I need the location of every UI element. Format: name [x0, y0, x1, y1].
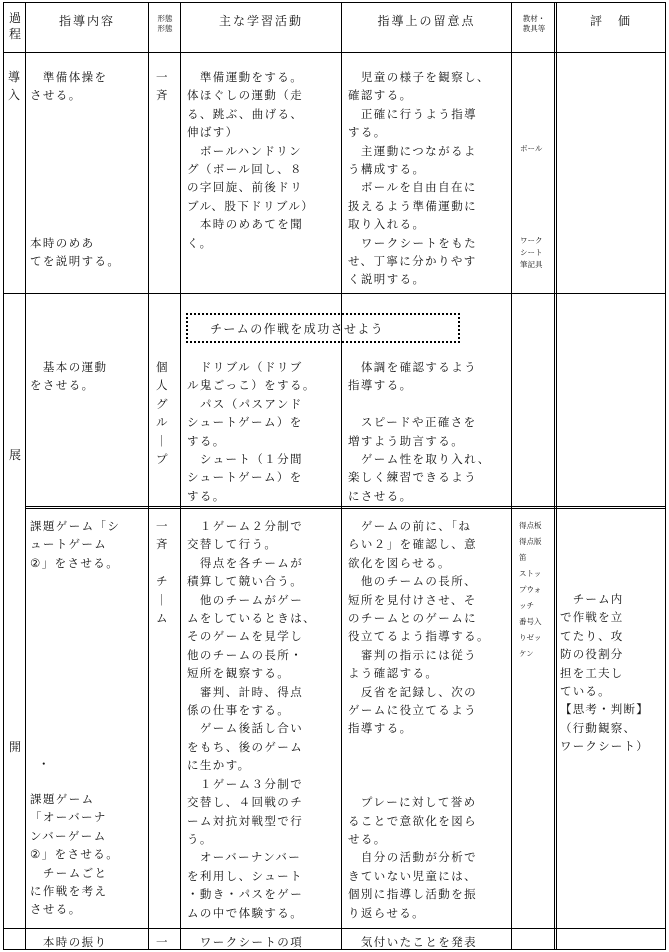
col-divider — [511, 2, 512, 950]
header-eval: 評 価 — [589, 14, 632, 28]
header-activity: 主な学習活動 — [218, 14, 303, 28]
last-notes: 気付いたことを発表 — [348, 935, 477, 949]
col-divider — [25, 2, 26, 950]
stage-open: 開 — [9, 740, 22, 754]
game-form: 一 斉 チ ｜ ム — [156, 519, 168, 626]
basic-form: 個 人 グ ル ｜ プ — [156, 360, 168, 467]
header-form: 形態 形態 — [157, 14, 173, 33]
row-divider — [3, 52, 666, 53]
intro-notes: 児童の様子を観察し、 確認する。 正確に行うよう指導 する。 主運動につながるよ う構成する。 ボールを自由自在に 扱えるよう準備運動に 取り入れる。 ワークシートをもた せ、丁寧に分かりやす く説明する。 — [348, 70, 490, 287]
stage-intro: 導 入 — [8, 70, 21, 102]
header-materials: 教材・ 教具等 — [522, 14, 546, 33]
game-notes: ゲームの前に、「ね らい２」を確認し、意 欲化を図らせる。 他のチームの長所、 短所を見付けさせ、そ のチームとのゲームに 役立てるよう指導する。 審判の指示には従う よう確認する。 反省を記録し、次の ゲームに役立てるよう 指導する。 プレーに対して誉め ることで意欲化を図ら せる。 自分の活動が分析で きていない児童には、 個別に指導し活動を振 り返らせる。 — [348, 519, 490, 920]
stage-dev: 展 — [9, 448, 22, 462]
header-stage: 過 程 — [8, 11, 21, 41]
col-divider — [554, 2, 557, 950]
col-divider — [180, 2, 181, 950]
goal-text: チームの作戦を成功させよう — [210, 322, 385, 336]
last-form: 一 — [156, 935, 168, 949]
row-divider — [3, 928, 666, 929]
intro-activity: 準備運動をする。 体ほぐしの運動（走 る、跳ぶ、曲げる、 伸ばす） ボールハンドリン グ（ボール回し、８ の字回旋、前後ドリ ブル、股下ドリブル） 本時のめあてを聞 く。 — [187, 70, 315, 250]
basic-content: 基本の運動 をさせる。 — [30, 360, 108, 393]
col-divider — [341, 2, 342, 950]
intro-content: 準備体操を させる。 本時のめあ てを説明する。 — [30, 70, 121, 269]
last-content: 本時の振り — [30, 935, 108, 949]
intro-materials-sheet: ワーク シート 筆記具 — [520, 236, 543, 269]
row-divider — [25, 506, 666, 509]
game-eval: チーム内 で作戦を立 てたり、攻 防の役割分 担を工夫し ている。 【思考・判断】 （行動観察、 ワークシート） — [560, 592, 649, 754]
game-activity: １ゲーム２分制で 交替して行う。 得点を各チームが 積算して競い合う。 他のチームがゲー ムをしているときは、 そのゲームを見学し 他のチームの長所・ 短所を観察する。 審判、計時、得点 係の仕事をする。 ゲーム後話し合い をもち、後のゲーム に生かす。 １ゲーム３分制で 交替し、４回戦のチ ーム対抗対戦型で行 う。 オーバーナンバー を利用し、シュート ・動き・パスをゲー ムの中で体験する。 — [187, 519, 316, 920]
game-materials: 得点板 得点版 笛 ストッ プウォ ッチ 番号入 りゼッ ケン — [519, 521, 542, 658]
header-notes: 指導上の留意点 — [377, 14, 476, 28]
last-activity: ワークシートの項 — [187, 935, 304, 949]
game-content-2: 課題ゲーム 「オーバーナ ンバーゲーム ②」をさせる。 チームごと に作戦を考え させる。 — [30, 792, 120, 917]
intro-form: 一 斉 — [156, 70, 168, 103]
intro-materials-ball: ボール — [520, 144, 543, 153]
game-content-1: 課題ゲーム「シ ュートゲーム ②」をさせる。 — [30, 519, 121, 570]
basic-activity: ドリブル（ドリブ ル鬼ごっこ）をする。 パス（パスアンド シュートゲーム）を する。 シュート（１分間 シュートゲーム）を する。 — [187, 360, 316, 503]
basic-notes: 体調を確認するよう 指導する。 スピードや正確さを 増すよう助言する。 ゲーム性を取り入れ、 楽しく練習できるよう にさせる。 — [348, 360, 491, 503]
col-divider — [148, 2, 149, 950]
game-dot: ・ — [38, 757, 51, 771]
row-divider — [3, 293, 666, 294]
header-content: 指導内容 — [58, 14, 115, 28]
